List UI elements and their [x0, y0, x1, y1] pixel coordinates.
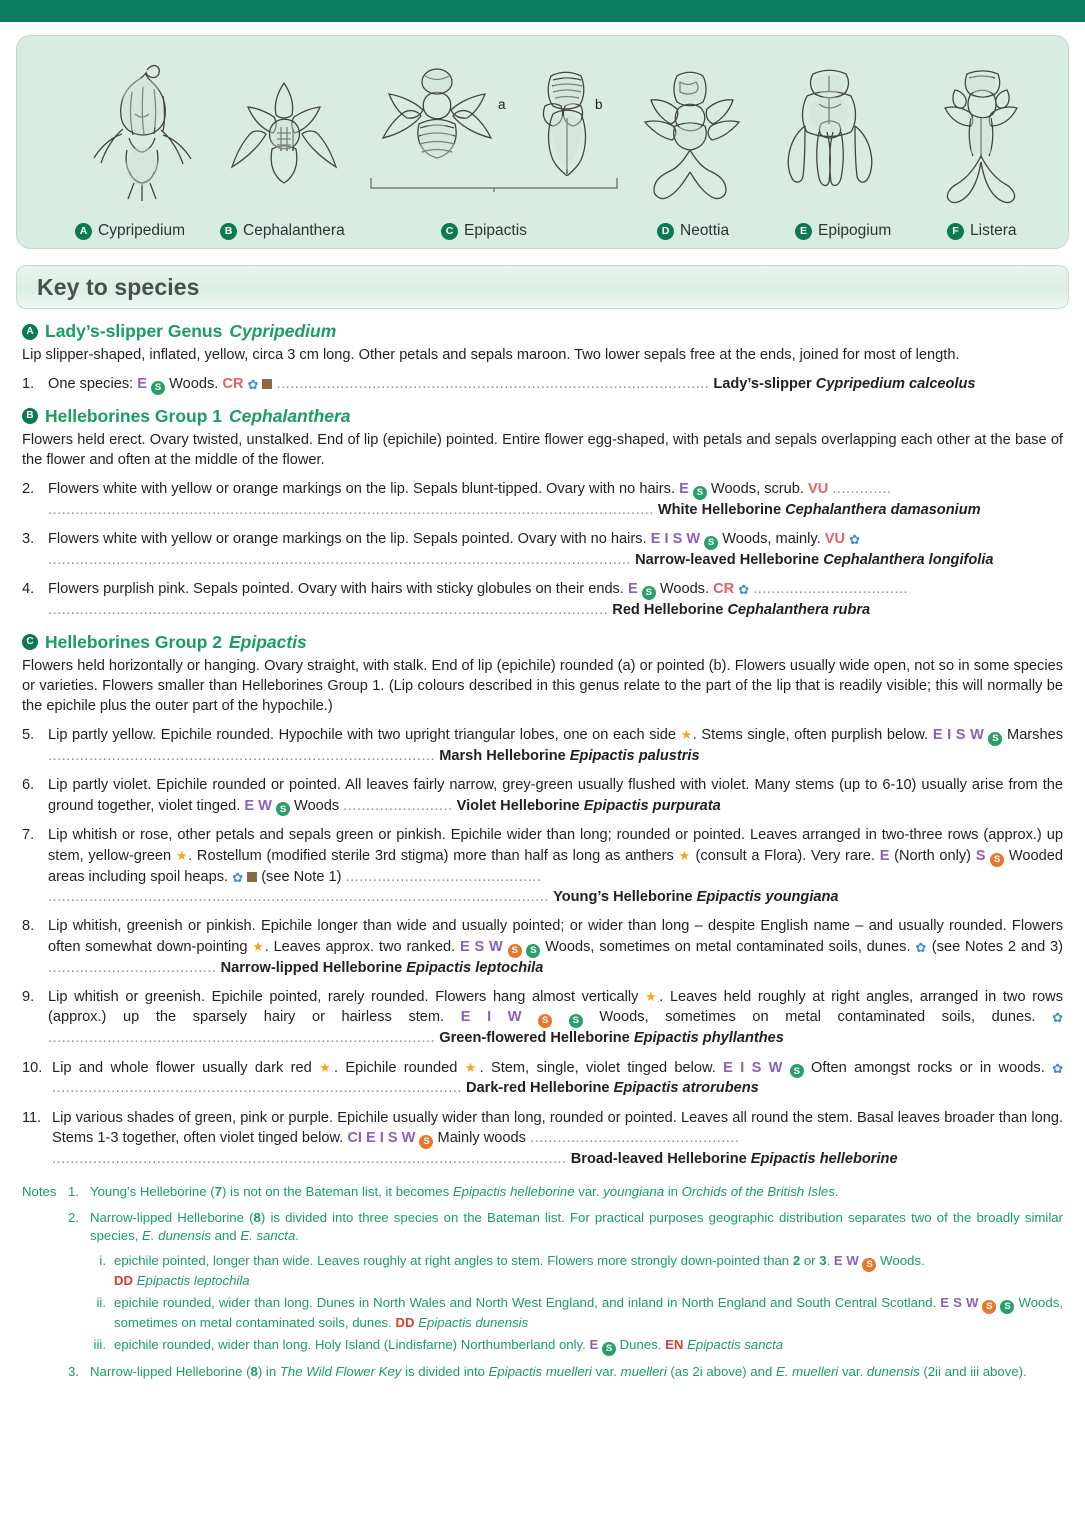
- region-codes: E: [679, 481, 689, 498]
- region-codes-2: S: [975, 847, 986, 864]
- species-common-name: White Helleborine: [657, 501, 786, 518]
- entry-text: Lip partly yellow. Epichile rounded. Hypochile with two upright triangular lobes, one on each side: [48, 727, 681, 744]
- entry-habitat: Marshes: [1002, 727, 1063, 744]
- entry-text: Lip whitish or greenish. Epichile pointed, rarely rounded. Flowers hang almost vertically: [48, 988, 646, 1005]
- note-2-iii: [90, 1336, 1063, 1356]
- badge-letter-c: C: [441, 223, 458, 240]
- sublabel-a: a: [498, 97, 506, 112]
- species-latin-name: Cephalanthera damasonium: [785, 501, 981, 518]
- region-codes: E: [879, 847, 890, 864]
- region-codes: E I S W: [723, 1059, 783, 1076]
- entry-number: 11.: [22, 1109, 42, 1126]
- note-text-4: .: [295, 1227, 299, 1243]
- note-text-2: ) is not on the Bateman list, it becomes: [221, 1184, 453, 1200]
- key-entry-3: [22, 529, 1063, 570]
- flower-icon: ✿: [1052, 1060, 1064, 1076]
- note-habitat: Woods, sometimes on metal contaminated soils, dunes.: [114, 1294, 1063, 1330]
- note-text-2: or: [800, 1252, 820, 1268]
- entry-note-ref: (see Note 1): [257, 868, 346, 885]
- badge-letter-f: F: [947, 223, 964, 240]
- s-badge-orange-icon: S: [538, 1014, 552, 1028]
- entry-habitat: Woods, mainly.: [718, 531, 825, 548]
- entry-habitat: Mainly woods: [433, 1130, 531, 1147]
- note-latin: Epipactis sancta: [687, 1336, 784, 1352]
- entry-number: 2.: [22, 481, 35, 498]
- badge-letter-b: B: [220, 223, 237, 240]
- species-common-name: Violet Helleborine: [456, 797, 584, 814]
- s-badge-orange-icon: S: [508, 944, 522, 958]
- species-latin-name: Epipactis palustris: [569, 747, 700, 764]
- region-codes: E S W: [459, 938, 503, 955]
- entry-habitat: Woods, sometimes on metal contaminated soils, dunes.: [582, 1009, 1053, 1026]
- entry-number: 4.: [22, 581, 35, 598]
- badge-letter-section-b: B: [22, 408, 38, 424]
- note-text-7: (2ii and iii above).: [919, 1363, 1027, 1379]
- section-heading-b: [22, 406, 1063, 427]
- species-common-name: Young’s Helleborine: [553, 888, 697, 905]
- badge-letter-section-c: C: [22, 634, 38, 650]
- species-common-name: Green-flowered Helleborine: [439, 1030, 634, 1047]
- s-badge-orange-icon: S: [419, 1135, 433, 1149]
- square-icon: [262, 379, 272, 389]
- epipactis-range-brace: [369, 176, 619, 192]
- note-ref: 2: [792, 1252, 801, 1268]
- entry-text: Flowers white with yellow or orange markings on the lip. Sepals blunt-tipped. Ovary with no hairs.: [48, 481, 680, 498]
- entry-text: Lip whitish or rose, other petals and sepals green or pinkish. Epichile wider than long; rounded or pointed. Leaves arranged in two-three rows (approx.) up stem, yellow-green: [48, 827, 1063, 864]
- top-green-bar: [0, 0, 1085, 22]
- species-common-name: Lady’s-slipper: [713, 376, 816, 393]
- entry-text: Flowers white with yellow or orange markings on the lip. Sepals pointed. Ovary with no hairs.: [48, 531, 651, 548]
- key-body: [0, 321, 1085, 1169]
- flower-icon: ✿: [1052, 1010, 1063, 1026]
- species-latin-name: Cypripedium calceolus: [815, 376, 976, 393]
- region-codes: E I S W: [650, 531, 701, 548]
- region-codes: E W: [244, 797, 272, 814]
- badge-letter-section-a: A: [22, 324, 38, 340]
- section-description-b: Flowers held erect. Ovary twisted, unstalked. End of lip (epichile) pointed. Entire flower egg-shaped, with petals and sepals overlapping each other at the base of the flower and often at the middle of the flower.: [22, 431, 1063, 468]
- note-text: epichile rounded, wider than long. Holy Island (Lindisfarne) Northumberland only.: [114, 1336, 590, 1352]
- note-text-4: in: [664, 1184, 682, 1200]
- note-latin-2: E. sancta: [240, 1227, 296, 1243]
- s-badge-green-icon: S: [988, 732, 1002, 746]
- note-text-3: and: [210, 1227, 241, 1243]
- note-text-4: var.: [591, 1363, 621, 1379]
- s-badge-green-icon: S: [276, 802, 290, 816]
- region-codes: E S W: [940, 1294, 979, 1310]
- key-entry-6: [22, 775, 1063, 816]
- entry-text: Flowers purplish pink. Sepals pointed. Ovary with hairs with sticky globules on their ends.: [48, 581, 628, 598]
- region-codes: CI E I S W: [347, 1130, 416, 1147]
- note-text: Narrow-lipped Helleborine (: [90, 1363, 251, 1379]
- note-habitat: Dunes.: [615, 1336, 666, 1352]
- region-codes: E I W: [460, 1009, 522, 1026]
- leader-dots: ..........................................................................................: [52, 1080, 462, 1097]
- orchid-flower-icon-cephalanthera: [222, 75, 347, 200]
- genus-label-a: Cypripedium: [98, 222, 186, 239]
- status-code: VU: [824, 531, 846, 548]
- entry-text-4: (North only): [889, 847, 976, 864]
- entry-text-2: . Leaves held roughly at right angles, arranged in two rows (approx.) up the sparsely hairy or hairless stem.: [48, 988, 1063, 1026]
- entry-text-3: (consult a Flora). Very rare.: [690, 847, 880, 864]
- leader-dots: .....................................................................................: [48, 747, 436, 764]
- note-2: [68, 1209, 1063, 1245]
- note-variety: youngiana: [603, 1184, 665, 1200]
- note-ref: 7: [214, 1184, 222, 1200]
- species-common-name: Broad-leaved Helleborine: [570, 1150, 751, 1167]
- entry-text: Lip and whole flower usually dark red: [52, 1059, 320, 1076]
- species-latin-name: Epipactis helleborine: [750, 1150, 898, 1167]
- entry-text-2: . Rostellum (modified sterile 3rd stigma) more than half as long as anthers: [188, 847, 679, 864]
- entry-text: Lip various shades of green, pink or purple. Epichile usually wider than long, rounded or pointed. Leaves all round the stem. Basal leaves broader than long. Stems 1-3 together, often violet tinged below.: [52, 1109, 1063, 1147]
- illustration-caption-c: [441, 222, 527, 240]
- leader-dots: ................................................................................................................................: [48, 552, 631, 569]
- entry-habitat: Woods: [290, 797, 344, 814]
- note-text-5: .: [834, 1184, 839, 1200]
- badge-letter-e: E: [795, 223, 812, 240]
- s-badge-green-icon: S: [704, 536, 718, 550]
- star-icon: ★: [464, 1059, 480, 1075]
- entry-number: 3.: [22, 531, 35, 548]
- section-description-a: Lip slipper-shaped, inflated, yellow, circa 3 cm long. Other petals and sepals maroon. Two lower sepals free at the ends, joined for most of length.: [22, 347, 960, 363]
- note-text: Young’s Helleborine (: [90, 1184, 215, 1200]
- status-code: EN: [665, 1336, 684, 1352]
- key-entry-2: [22, 479, 1063, 520]
- region-codes: E: [627, 581, 638, 598]
- genus-label-d: Neottia: [680, 222, 730, 239]
- key-entry-1: [22, 374, 1063, 395]
- star-icon: ★: [645, 988, 660, 1004]
- entry-habitat: Often amongst rocks or in woods.: [803, 1059, 1053, 1076]
- species-latin-name: Cephalanthera longifolia: [823, 552, 994, 569]
- leader-dots: .....................................................................................: [48, 1030, 436, 1047]
- status-code: DD: [395, 1314, 415, 1330]
- orchid-flower-icon-neottia: [637, 64, 747, 204]
- leader-dots: ........................................... ..............................................................................................................: [48, 868, 550, 905]
- roman-number: iii.: [93, 1336, 106, 1352]
- species-common-name: Marsh Helleborine: [439, 747, 570, 764]
- orchid-flower-icon-epipactis-b: [527, 66, 607, 176]
- section-heading-c: [22, 632, 1063, 653]
- illustration-caption-e: [795, 222, 891, 240]
- leader-dots: .....................................: [48, 959, 217, 976]
- leader-dots: ...............................................................................................: [276, 376, 710, 393]
- species-latin-name: Epipactis purpurata: [583, 797, 721, 814]
- status-code: VU: [808, 481, 829, 498]
- entry-number: 10.: [22, 1059, 43, 1076]
- entry-text: Lip whitish, greenish or pinkish. Epichile longer than wide and usually pointed; or wider than long – despite English name – and usually rounded. Flowers often somewhat down-pointing: [48, 918, 1063, 955]
- entry-text: One species:: [48, 376, 138, 393]
- badge-letter-d: D: [657, 223, 674, 240]
- key-entry-5: [22, 725, 1063, 766]
- square-icon: [247, 872, 257, 882]
- entry-number: 8.: [22, 918, 35, 935]
- s-badge-orange-icon: S: [982, 1300, 996, 1314]
- note-book-title: Orchids of the British Isles: [681, 1184, 835, 1200]
- note-latin-2: E. muelleri: [775, 1363, 839, 1379]
- note-variety: muelleri: [620, 1363, 667, 1379]
- note-latin: E. dunensis: [142, 1227, 211, 1243]
- note-book-title: The Wild Flower Key: [279, 1363, 402, 1379]
- species-common-name: Dark-red Helleborine: [465, 1080, 614, 1097]
- entry-number: 7.: [22, 827, 35, 844]
- genus-label-f: Listera: [970, 222, 1017, 239]
- notes-label: Notes: [22, 1184, 57, 1200]
- key-entry-9: [22, 987, 1063, 1049]
- flower-icon: ✿: [738, 582, 750, 598]
- note-latin: Epipactis dunensis: [418, 1314, 529, 1330]
- entry-text-2: . Stems single, often purplish below.: [692, 727, 933, 744]
- illustration-caption-b: [220, 222, 345, 240]
- key-entry-11: [22, 1108, 1063, 1170]
- star-icon: ★: [678, 847, 691, 863]
- note-3: [68, 1363, 1063, 1381]
- roman-number: ii.: [96, 1294, 106, 1310]
- s-badge-green-icon: S: [602, 1342, 616, 1356]
- flower-icon: ✿: [849, 532, 860, 548]
- note-number: 3.: [68, 1363, 79, 1379]
- note-text-5: (as 2i above) and: [666, 1363, 776, 1379]
- note-ref: 8: [253, 1209, 261, 1225]
- entry-note-ref: (see Notes 2 and 3): [926, 938, 1063, 955]
- key-entry-7: [22, 825, 1063, 907]
- notes-section: [0, 1183, 1085, 1381]
- status-code: CR: [222, 376, 244, 393]
- note-variety-2: dunensis: [866, 1363, 920, 1379]
- s-badge-orange-icon: S: [862, 1258, 876, 1272]
- entry-text-3: . Stem, single, violet tinged below.: [479, 1059, 724, 1076]
- entry-number: 6.: [22, 777, 35, 794]
- s-badge-green-icon: S: [693, 486, 707, 500]
- note-ref: 8: [250, 1363, 258, 1379]
- note-number: 1.: [68, 1184, 79, 1200]
- region-codes: E W: [833, 1252, 859, 1268]
- flower-icon: ✿: [232, 869, 244, 885]
- s-badge-green-icon: S: [569, 1014, 583, 1028]
- entry-number: 5.: [22, 727, 35, 744]
- note-text-3: is divided into: [401, 1363, 489, 1379]
- key-title-text: Key to species: [37, 273, 200, 300]
- status-code: DD: [114, 1272, 134, 1288]
- section-genus-b: Cephalanthera: [228, 405, 351, 426]
- species-latin-name: Epipactis atrorubens: [613, 1080, 759, 1097]
- note-text-3: var.: [574, 1184, 604, 1200]
- s-badge-green-icon: S: [790, 1064, 804, 1078]
- region-codes: E I S W: [932, 727, 984, 744]
- entry-number: 9.: [22, 988, 35, 1005]
- section-title-a: Lady’s-slipper Genus: [45, 321, 223, 341]
- leader-dots: .............................................. .................................................................................................................: [52, 1130, 740, 1167]
- entry-number: 1.: [22, 376, 35, 393]
- section-description-c: Flowers held horizontally or hanging. Ovary straight, with stalk. End of lip (epichile) rounded (a) or pointed (b). Flowers usually wide open, not so in some species or varieties. Flowers smaller than Helleborines Group 1. (Lip colours described in this genus relate to the part of the lip that is readily visible; this will normally be the epichile plus the outer part of the hypochile.): [22, 657, 1063, 714]
- status-code: CR: [713, 581, 735, 598]
- key-entry-10: [22, 1058, 1063, 1099]
- orchid-flower-icon-listera: [929, 64, 1039, 204]
- star-icon: ★: [319, 1059, 334, 1075]
- entry-habitat: Wooded areas including spoil heaps.: [48, 847, 1063, 885]
- note-text-3: .: [826, 1252, 834, 1268]
- note-text: Narrow-lipped Helleborine (: [90, 1209, 254, 1225]
- entry-habitat: Woods, scrub.: [706, 481, 808, 498]
- badge-letter-a: A: [75, 223, 92, 240]
- genus-label-c: Epipactis: [464, 222, 527, 239]
- orchid-flower-icon-cypripedium: [77, 54, 207, 204]
- leader-dots: ........................: [343, 797, 453, 814]
- note-1: [22, 1183, 1063, 1201]
- region-codes: E: [589, 1336, 599, 1352]
- orchid-flower-icon-epipactis-a: [377, 66, 497, 176]
- species-common-name: Red Helleborine: [612, 602, 728, 619]
- species-latin-name: Cephalanthera rubra: [727, 602, 871, 619]
- star-icon: ★: [252, 938, 265, 954]
- section-genus-c: Epipactis: [228, 631, 307, 652]
- section-heading-a: [22, 321, 1063, 342]
- note-ref-2: 3: [819, 1252, 827, 1268]
- flower-icon: ✿: [247, 377, 259, 393]
- species-latin-name: Epipactis youngiana: [696, 888, 839, 905]
- note-text-2: ) is divided into three species on the Bateman list. For practical purposes geographic distribution separates two of the broadly similar species,: [90, 1209, 1063, 1243]
- entry-text-2: . Epichile rounded: [334, 1059, 465, 1076]
- leader-dots: ............. .....................................................................................................................................: [48, 481, 892, 518]
- genus-label-e: Epipogium: [818, 222, 892, 239]
- species-latin-name: Epipactis leptochila: [406, 959, 544, 976]
- genus-label-b: Cephalanthera: [243, 222, 345, 239]
- genus-illustration-panel: [16, 35, 1069, 249]
- note-latin: Epipactis helleborine: [452, 1184, 575, 1200]
- note-number: 2.: [68, 1209, 79, 1225]
- species-common-name: Narrow-lipped Helleborine: [220, 959, 407, 976]
- note-latin: Epipactis leptochila: [136, 1272, 250, 1288]
- orchid-flower-icon-epipogium: [777, 64, 887, 204]
- note-text: epichile rounded, wider than long. Dunes in North Wales and North West England, and inland in North England and South Central Scotland.: [114, 1294, 941, 1310]
- section-title-c: Helleborines Group 2: [45, 631, 222, 652]
- flower-icon: ✿: [915, 939, 927, 955]
- section-genus-a: Cypripedium: [229, 321, 337, 341]
- species-latin-name: Epipactis phyllanthes: [633, 1030, 784, 1047]
- note-2-i: [90, 1252, 1063, 1290]
- roman-number: i.: [99, 1252, 106, 1268]
- s-badge-green-icon: S: [1000, 1300, 1014, 1314]
- region-codes: E: [137, 376, 147, 393]
- illustration-caption-f: [947, 222, 1017, 240]
- s-badge-green-icon: S: [642, 586, 656, 600]
- entry-habitat: Woods.: [655, 581, 714, 598]
- entry-habitat: Woods.: [165, 376, 223, 393]
- entry-habitat: Woods, sometimes on metal contaminated soils, dunes.: [540, 938, 916, 955]
- star-icon: ★: [175, 847, 189, 863]
- star-icon: ★: [680, 727, 693, 743]
- note-text-6: var.: [838, 1363, 867, 1379]
- note-2-ii: [90, 1294, 1063, 1332]
- entry-text: Lip partly violet. Epichile rounded or pointed. All leaves fairly narrow, grey-green usually flushed with violet. Many stems (up to 6-10) usually arise from the ground together, violet tinged.: [48, 777, 1063, 814]
- note-text-2: ) in: [257, 1363, 280, 1379]
- key-entry-4: [22, 579, 1063, 620]
- s-badge-green-icon: S: [526, 944, 540, 958]
- key-to-species-title: [16, 265, 1069, 309]
- note-habitat: Woods.: [876, 1252, 925, 1268]
- note-latin: Epipactis muelleri: [488, 1363, 592, 1379]
- note-text: epichile pointed, longer than wide. Leaves roughly at right angles to stem. Flowers more strongly down-pointed than: [114, 1252, 793, 1268]
- leader-dots: .................................. ...........................................................................................................................: [48, 581, 909, 619]
- key-entry-8: [22, 916, 1063, 978]
- illustration-caption-a: [75, 222, 185, 240]
- section-title-b: Helleborines Group 1: [45, 405, 222, 426]
- sublabel-b: b: [595, 97, 603, 112]
- entry-text-2: . Leaves approx. two ranked.: [264, 938, 460, 955]
- species-common-name: Narrow-leaved Helleborine: [635, 552, 824, 569]
- s-badge-orange-icon: S: [990, 853, 1004, 867]
- illustration-caption-d: [657, 222, 729, 240]
- s-badge-green-icon: S: [151, 381, 165, 395]
